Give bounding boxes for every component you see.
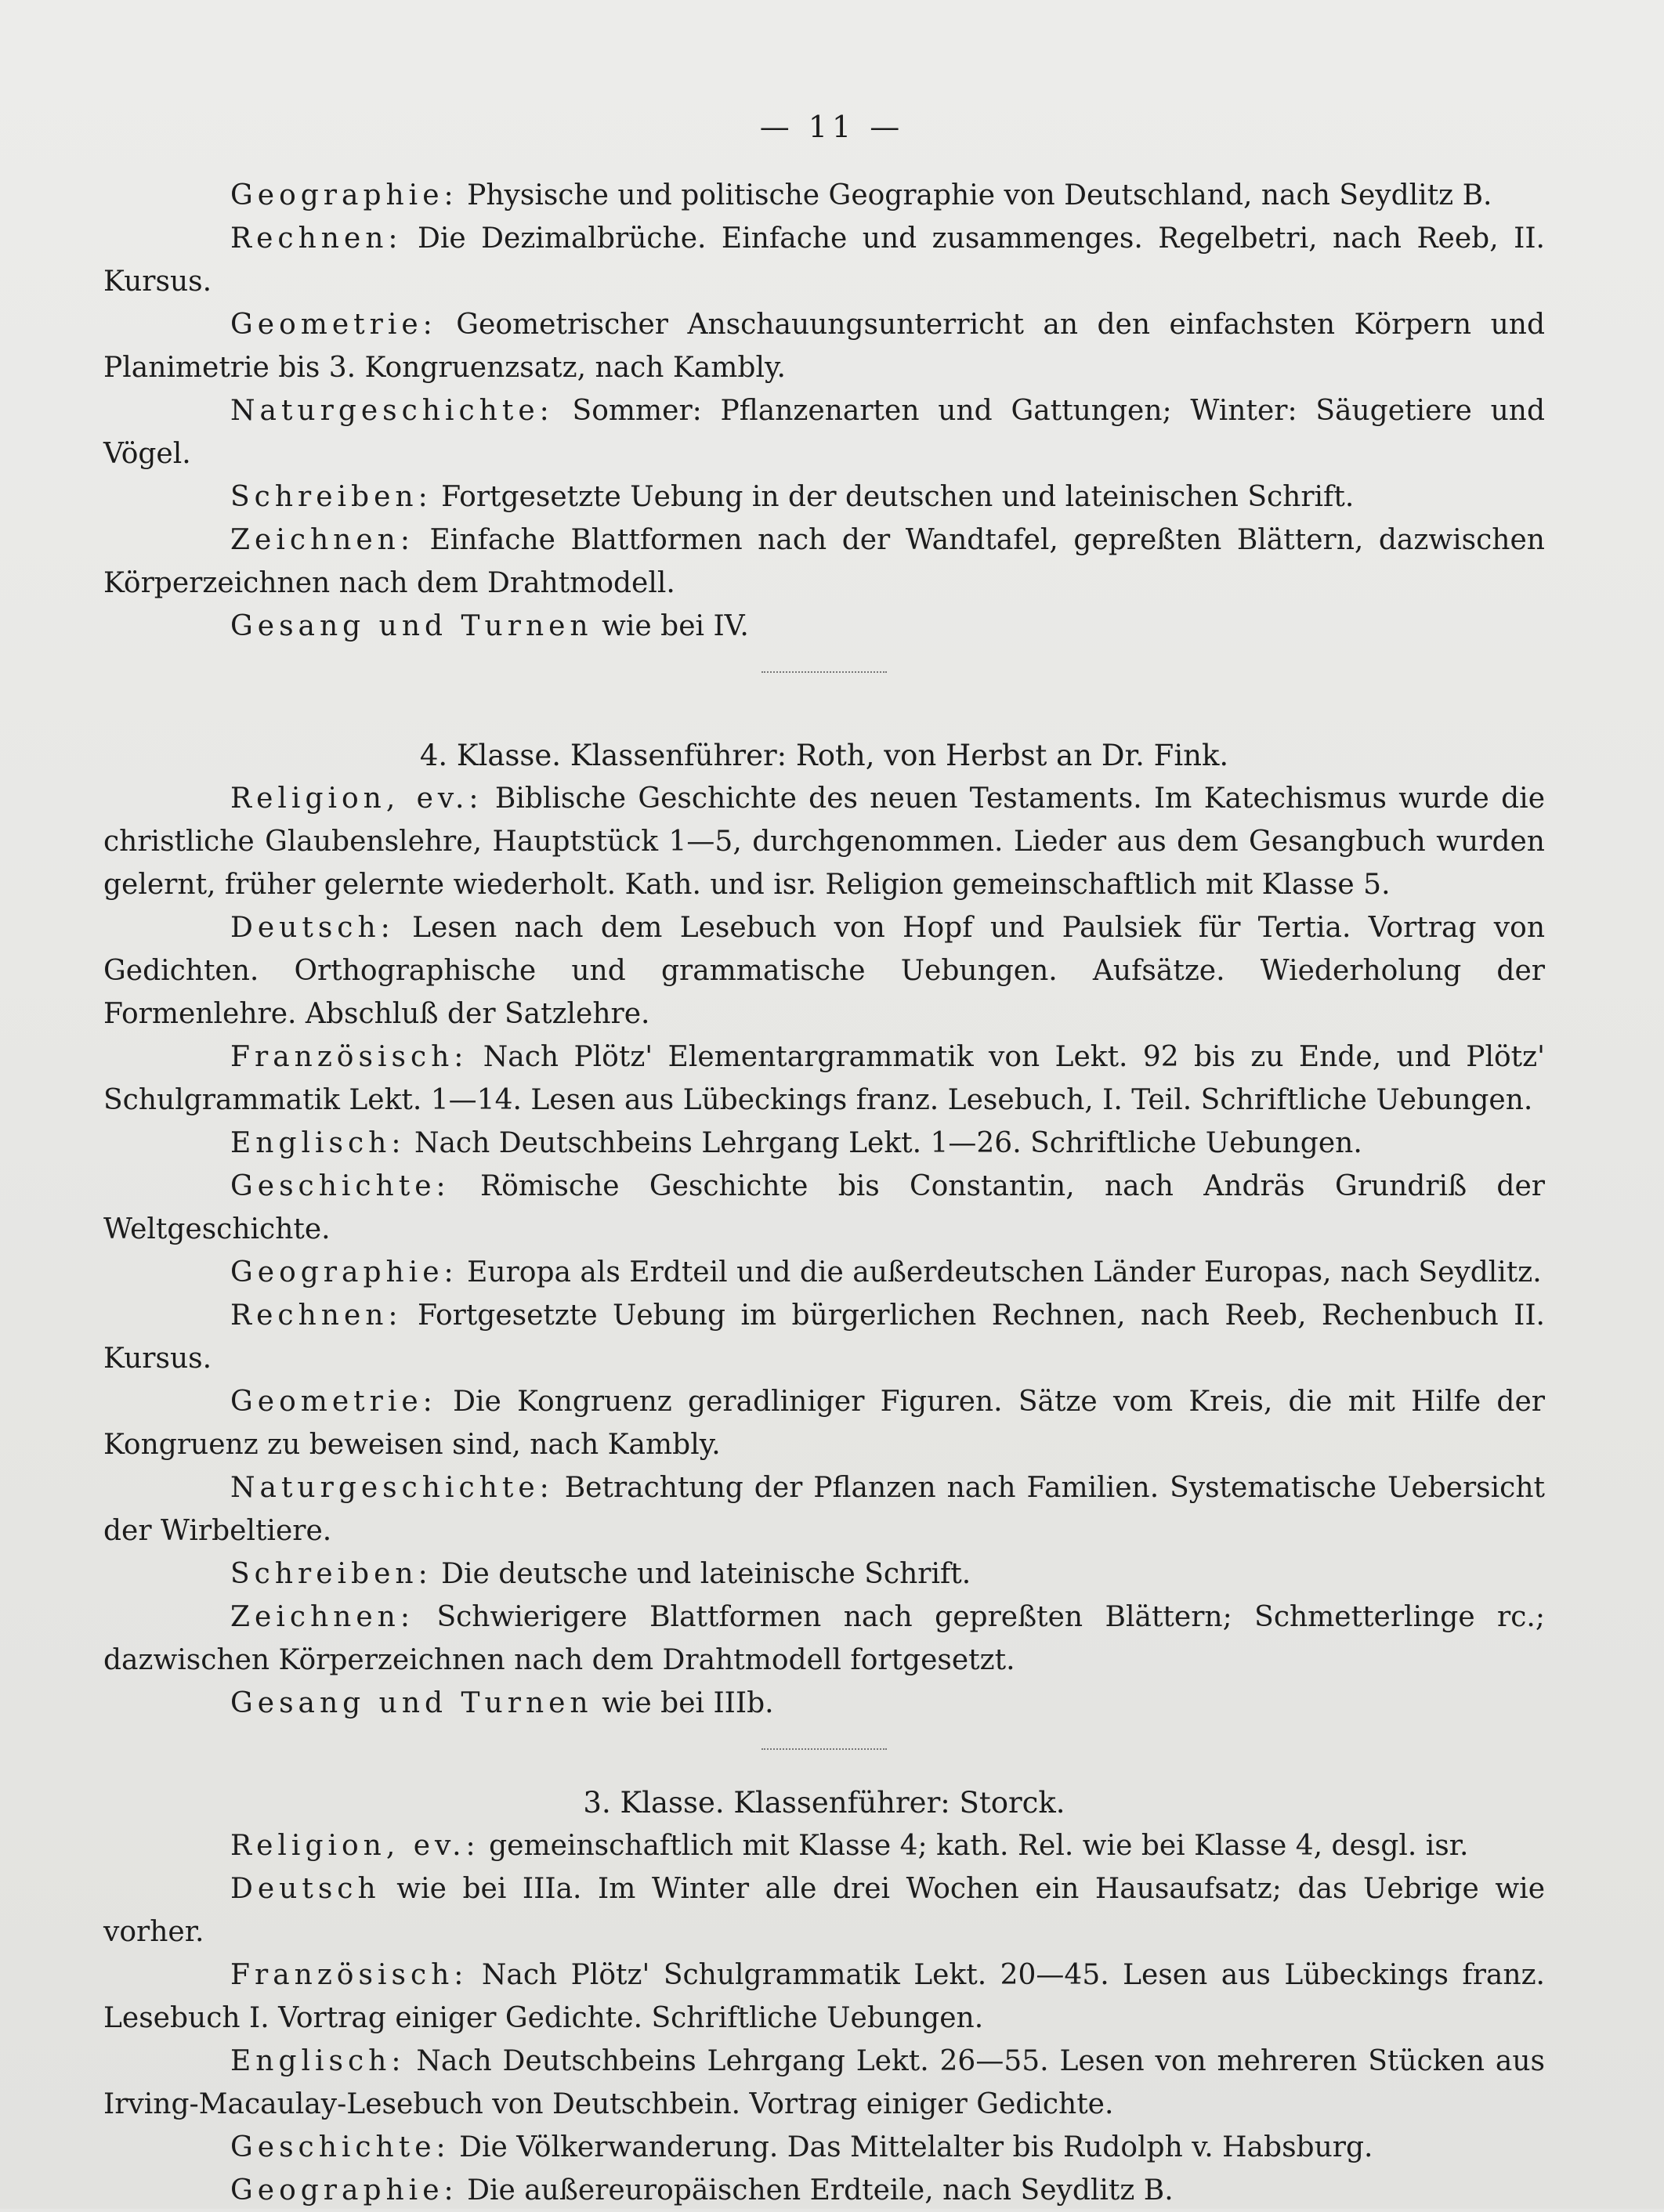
subject-label: Rechnen: (230, 1299, 403, 1332)
subject-text: Lesen nach dem Lesebuch von Hopf und Paulsiek für Tertia. Vortrag von Gedichten. Orthographische und grammatische Uebungen. Aufsätze. Wiederholung der Formenlehre. Abschluß der Satzlehre. (103, 912, 1545, 1030)
subject-label: Geometrie: (230, 1386, 437, 1418)
subject-paragraph (103, 1251, 1545, 1294)
subject-text: Römische Geschichte bis Constantin, nach Andräs Grundriß der Weltgeschichte. (103, 1170, 1545, 1245)
subject-label: Französisch: (230, 1041, 468, 1073)
subject-paragraph (103, 2169, 1545, 2212)
subject-label: Naturgeschichte: (230, 1472, 554, 1504)
subject-label: Geschichte: (230, 2131, 450, 2163)
subject-label: Geographie: (230, 179, 458, 211)
subject-label: Rechnen: (230, 222, 403, 255)
subject-paragraph (103, 1294, 1545, 1380)
subject-paragraph (103, 1122, 1545, 1165)
class-4-section (103, 734, 1545, 1725)
subject-paragraph (103, 303, 1545, 389)
subject-paragraph (103, 389, 1545, 475)
page-number-header: — 11 — (759, 110, 905, 144)
subject-paragraph (103, 1954, 1545, 2040)
subject-label: Gesang und Turnen (230, 1687, 593, 1719)
subject-label: Naturgeschichte: (230, 395, 554, 427)
subject-text: Die Völkerwanderung. Das Mittelalter bis Rudolph v. Habsburg. (459, 2131, 1373, 2163)
subject-text: Betrachtung der Pflanzen nach Familien. Systematische Uebersicht der Wirbeltiere. (103, 1472, 1545, 1547)
subject-label: Französisch: (230, 1959, 468, 1991)
subject-label: Zeichnen: (230, 1601, 414, 1633)
subject-paragraph (103, 605, 1545, 648)
class-4-heading: 4. Klasse. Klassenführer: Roth, von Herbst an Dr. Fink. (419, 739, 1229, 772)
subject-text: Europa als Erdteil und die außerdeutschen Länder Europas, nach Seydlitz. (467, 1256, 1542, 1289)
subject-label: Geographie: (230, 2174, 458, 2207)
subject-paragraph (103, 519, 1545, 605)
subject-text: wie bei IIIa. Im Winter alle drei Wochen ein Hausaufsatz; das Uebrige wie vorher. (103, 1873, 1545, 1948)
subject-text: Die Dezimalbrüche. Einfache und zusammenges. Regelbetri, nach Reeb, II. Kursus. (103, 222, 1545, 298)
subject-label: Geometrie: (230, 309, 437, 341)
dotted-separator (761, 1748, 887, 1750)
subject-label: Religion, ev.: (230, 1830, 480, 1862)
subject-paragraph (103, 1165, 1545, 1251)
subject-paragraph (103, 475, 1545, 519)
subject-text: wie bei IV. (602, 610, 749, 642)
dotted-separator (761, 671, 887, 673)
subject-label: Geographie: (230, 1256, 458, 1289)
subject-text: Nach Plötz' Schulgrammatik Lekt. 20—45. Lesen aus Lübeckings franz. Lesebuch I. Vortrag einiger Gedichte. Schriftliche Uebungen. (103, 1959, 1545, 2034)
page-content (103, 174, 1545, 2212)
subject-paragraph (103, 1682, 1545, 1725)
subject-paragraph (103, 906, 1545, 1036)
class-3-section (103, 1781, 1545, 2212)
subject-paragraph (103, 2040, 1545, 2126)
subject-label: Englisch: (230, 2045, 406, 2077)
subject-paragraph (103, 1380, 1545, 1466)
subject-label: Religion, ev.: (230, 783, 483, 815)
subject-paragraph (103, 2126, 1545, 2169)
subject-text: wie bei IIIb. (602, 1687, 774, 1719)
subject-paragraph (103, 174, 1545, 217)
subject-text: Nach Plötz' Elementargrammatik von Lekt. 92 bis zu Ende, und Plötz' Schulgrammatik Lekt. 1—14. Lesen aus Lübeckings franz. Lesebuch, I. Teil. Schriftliche Uebungen. (103, 1041, 1545, 1116)
subject-text: Sommer: Pflanzenarten und Gattungen; Winter: Säugetiere und Vögel. (103, 395, 1545, 470)
subject-text: Geometrischer Anschauungsunterricht an den einfachsten Körpern und Planimetrie bis 3. Kongruenzsatz, nach Kambly. (103, 309, 1545, 384)
subject-paragraph (103, 1036, 1545, 1122)
subject-label: Zeichnen: (230, 524, 414, 556)
subject-text: Einfache Blattformen nach der Wandtafel, gepreßten Blättern, dazwischen Körperzeichnen nach dem Drahtmodell. (103, 524, 1545, 599)
subject-text: Schwierigere Blattformen nach gepreßten Blättern; Schmetterlinge rc.; dazwischen Körperzeichnen nach dem Drahtmodell fortgesetzt. (103, 1601, 1546, 1676)
subject-label: Schreiben: (230, 1558, 432, 1590)
subject-label: Deutsch: (230, 912, 395, 944)
subject-label: Geschichte: (230, 1170, 450, 1202)
subject-paragraph (103, 1867, 1545, 1954)
subject-label: Schreiben: (230, 481, 432, 513)
subject-paragraph (103, 1824, 1545, 1867)
subject-label: Gesang und Turnen (230, 610, 593, 642)
subject-text: Die außereuropäischen Erdteile, nach Seydlitz B. (467, 2174, 1174, 2207)
subject-paragraph (103, 1596, 1545, 1682)
subject-text: gemeinschaftlich mit Klasse 4; kath. Rel. wie bei Klasse 4, desgl. isr. (489, 1830, 1469, 1862)
class-3-heading: 3. Klasse. Klassenführer: Storck. (583, 1786, 1065, 1820)
subject-text: Die deutsche und lateinische Schrift. (441, 1558, 971, 1590)
subject-text: Die Kongruenz geradliniger Figuren. Sätze vom Kreis, die mit Hilfe der Kongruenz zu beweisen sind, nach Kambly. (103, 1386, 1545, 1461)
subject-text: Biblische Geschichte des neuen Testaments. Im Katechismus wurde die christliche Glaubenslehre, Hauptstück 1—5, durchgenommen. Lieder aus dem Gesangbuch wurden gelernt, früher gelernte wiederholt. Kath. und isr. Religion gemeinschaftlich mit Klasse 5. (103, 783, 1546, 901)
subject-paragraph (103, 217, 1545, 303)
subject-paragraph (103, 1552, 1545, 1596)
continuation-block (103, 174, 1545, 648)
subject-paragraph (103, 777, 1545, 906)
subject-text: Fortgesetzte Uebung in der deutschen und lateinischen Schrift. (441, 481, 1355, 513)
subject-text: Nach Deutschbeins Lehrgang Lekt. 26—55. Lesen von mehreren Stücken aus Irving-Macaulay-Lesebuch von Deutschbein. Vortrag einiger Gedichte. (103, 2045, 1545, 2120)
subject-text: Nach Deutschbeins Lehrgang Lekt. 1—26. Schriftliche Uebungen. (414, 1127, 1362, 1159)
subject-label: Englisch: (230, 1127, 406, 1159)
subject-text: Fortgesetzte Uebung im bürgerlichen Rechnen, nach Reeb, Rechenbuch II. Kursus. (103, 1299, 1545, 1375)
subject-paragraph (103, 1466, 1545, 1552)
subject-label: Deutsch (230, 1873, 381, 1905)
subject-text: Physische und politische Geographie von Deutschland, nach Seydlitz B. (467, 179, 1492, 211)
